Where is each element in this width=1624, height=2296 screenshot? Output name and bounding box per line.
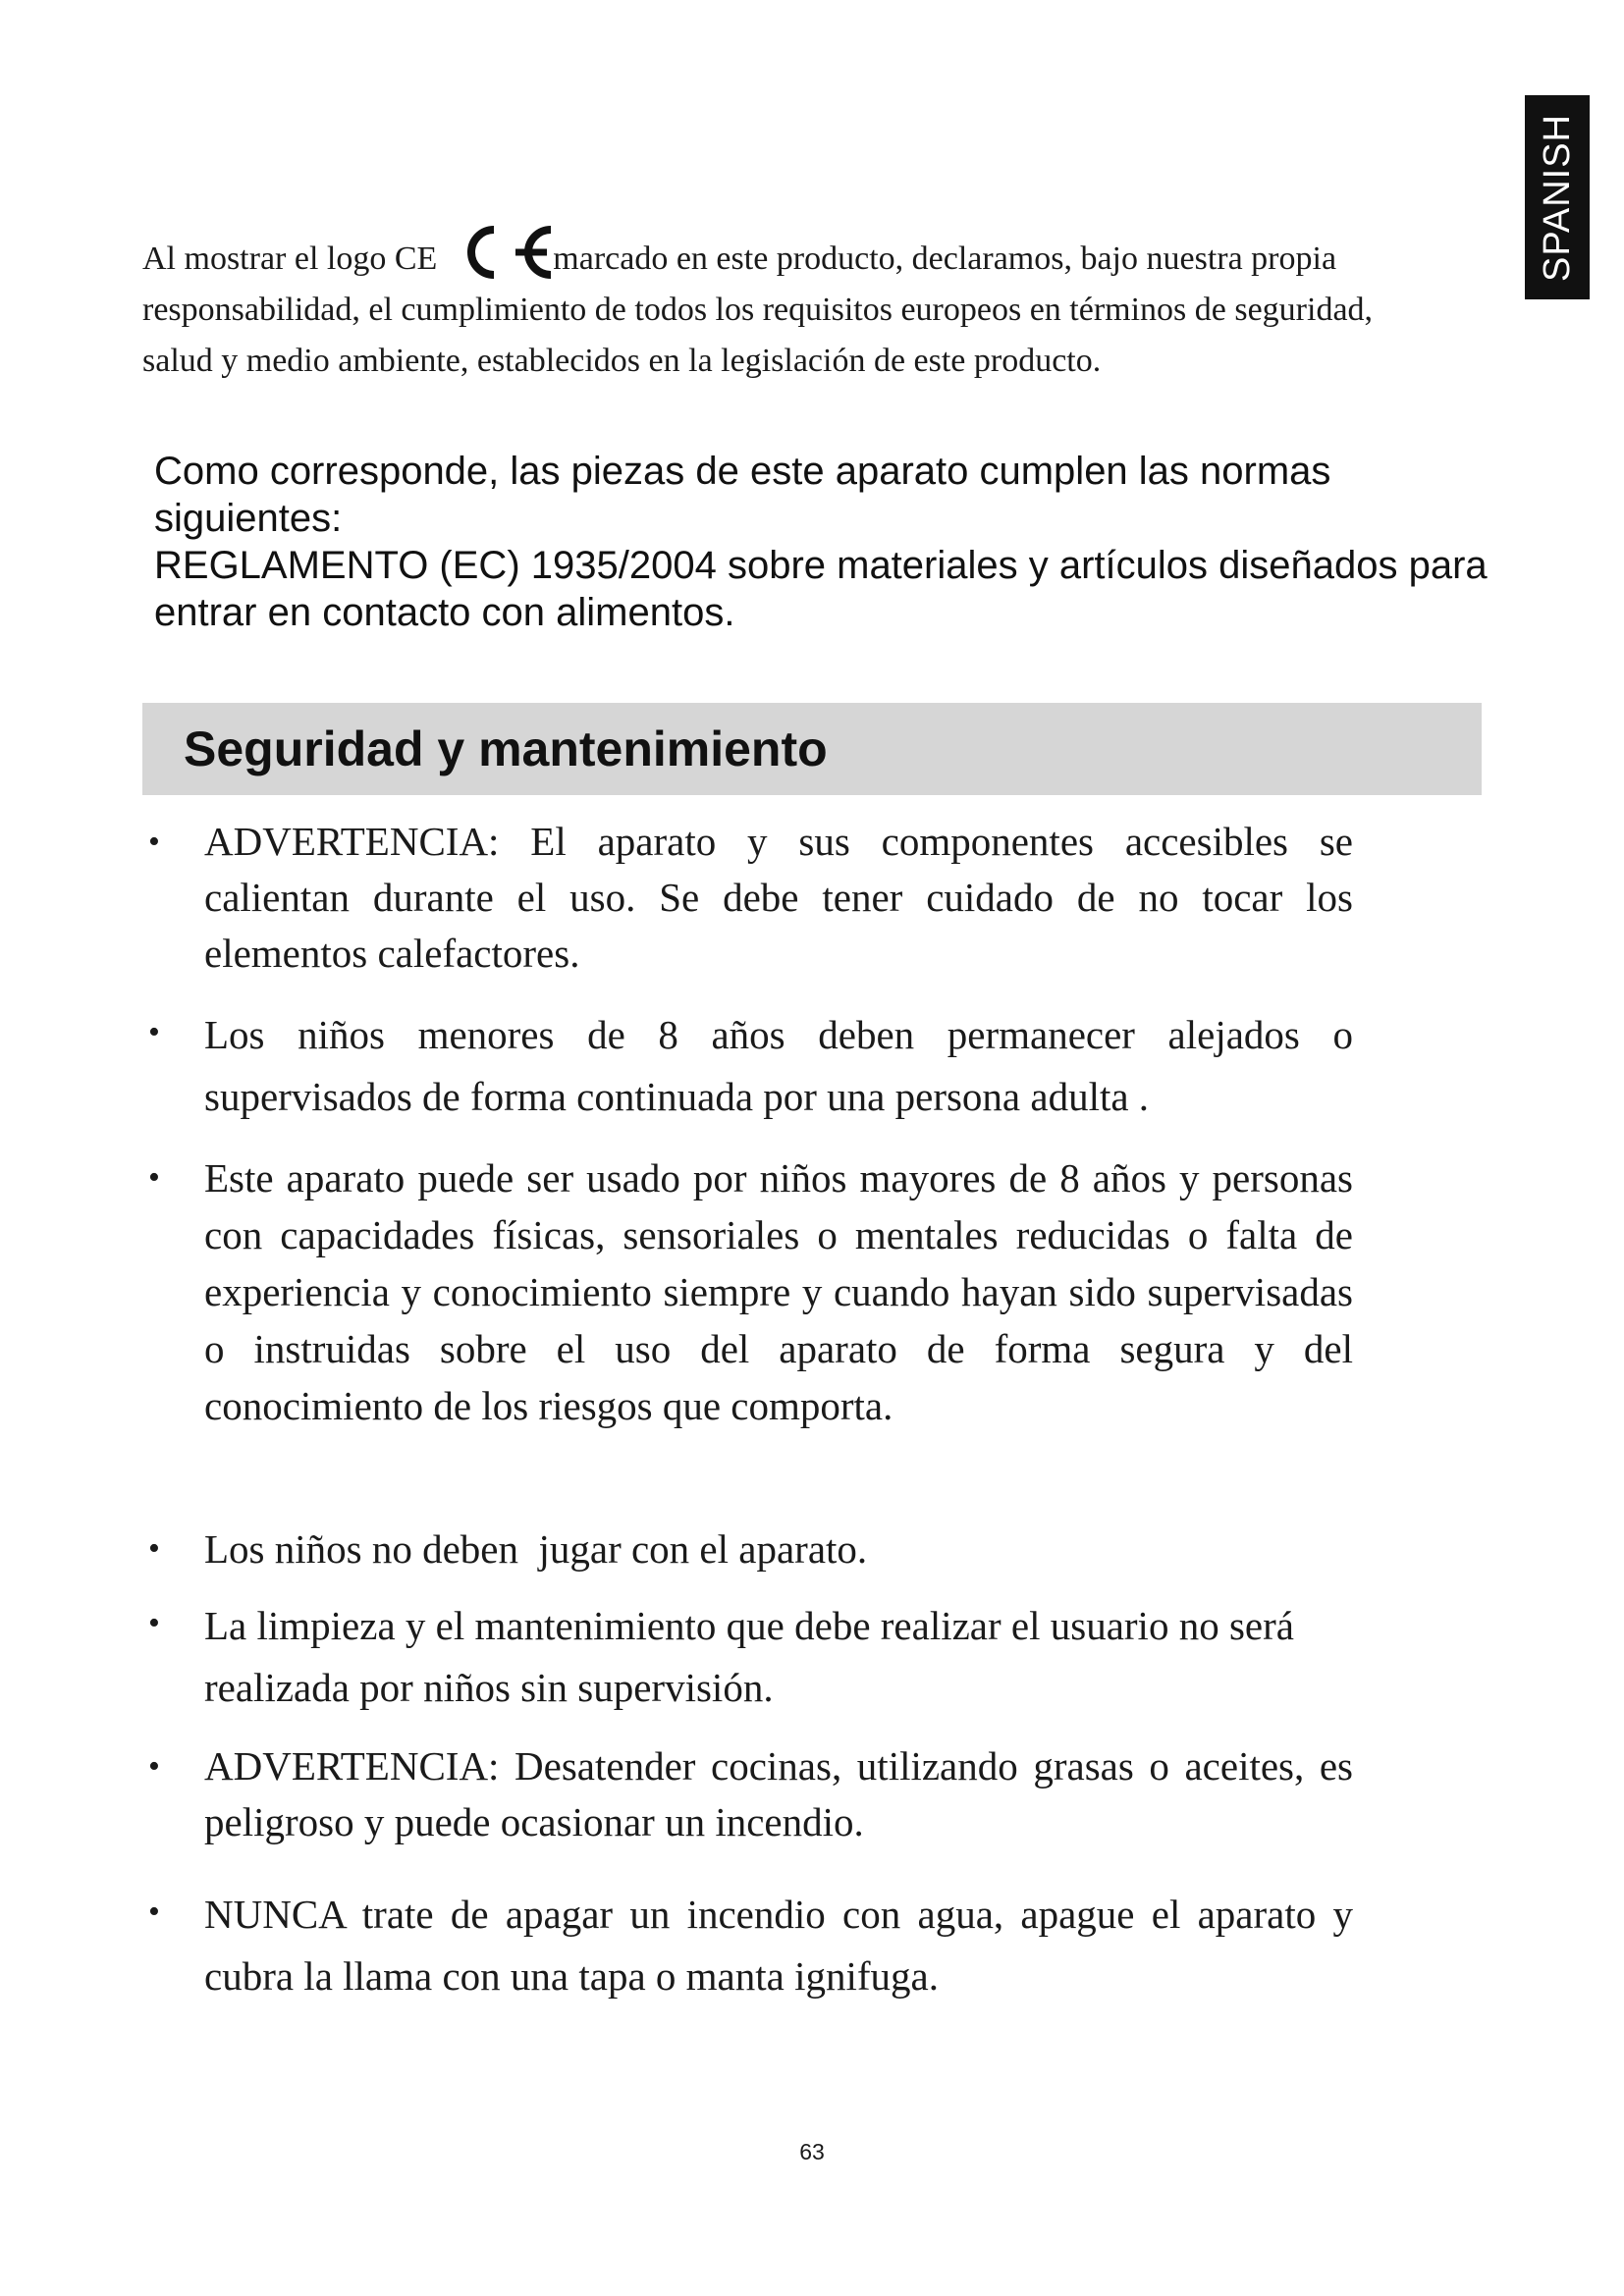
bullet-icon: • [148, 824, 160, 860]
list-item [142, 1149, 1360, 1434]
regulation-intro: Como corresponde, las piezas de este aparato cumplen las normas siguientes: [154, 450, 1331, 540]
list-item [142, 1738, 1360, 1850]
list-item-text: ADVERTENCIA: Desatender cocinas, utilizando grasas o aceites, es peligroso y puede ocasionar un incendio. [204, 1743, 1353, 1844]
list-item-text: NUNCA trate de apagar un incendio con agua, apague el aparato y cubra la llama con una tapa o manta ignifuga. [204, 1892, 1353, 1999]
bullet-icon: • [148, 1530, 160, 1567]
section-header-bar [142, 703, 1482, 795]
page-number: 63 [799, 2139, 825, 2164]
bullet-icon: • [148, 1159, 160, 1196]
section-title: Seguridad y mantenimiento [184, 721, 828, 776]
ce-intro-text: Al mostrar el logo CE [142, 240, 438, 277]
list-item [142, 1595, 1360, 1719]
list-item-text: ADVERTENCIA: El aparato y sus componentes accesibles se calientan durante el uso. Se debe tener cuidado de no tocar los elementos calefactores. [204, 819, 1353, 976]
bullet-icon: • [148, 1014, 160, 1050]
language-side-tab [1525, 95, 1590, 299]
ce-declaration-text: marcado en este producto, declaramos, bajo nuestra propia responsabilidad, el cumplimiento de todos los requisitos europeos en términos de seguridad, salud y medio ambiente, establecidos en la legislación de este producto. [142, 240, 1374, 379]
list-item-text: La limpieza y el mantenimiento que debe realizar el usuario no será realizada por niños sin supervisión. [204, 1603, 1294, 1710]
list-item-text: Los niños menores de 8 años deben permanecer alejados o supervisados de forma continuada por una persona adulta . [204, 1012, 1353, 1119]
list-item-text: Los niños no deben jugar con el aparato. [204, 1526, 868, 1572]
ce-declaration-paragraph [142, 222, 1389, 387]
regulation-text: REGLAMENTO (EC) 1935/2004 sobre materiales y artículos diseñados para entrar en contacto con alimentos. [154, 544, 1488, 634]
language-tab-label: SPANISH [1536, 113, 1578, 282]
regulation-paragraph [154, 448, 1489, 636]
ce-logo-icon [455, 222, 561, 283]
list-item [142, 814, 1360, 982]
list-item-text: Este aparato puede ser usado por niños mayores de 8 años y personas con capacidades físicas, sensoriales o mentales reducidas o falta de experiencia y conocimiento siempre y cuando hayan sido supervisadas o instruidas sobre el uso del aparato de forma segura y del conocimiento de los riesgos que comporta. [204, 1155, 1353, 1428]
list-item [142, 1884, 1360, 2007]
list-item [142, 1004, 1360, 1128]
bullet-icon: • [148, 1748, 160, 1785]
bullet-icon: • [148, 1605, 160, 1641]
list-item [142, 1521, 1360, 1577]
bullet-icon: • [148, 1894, 160, 1930]
